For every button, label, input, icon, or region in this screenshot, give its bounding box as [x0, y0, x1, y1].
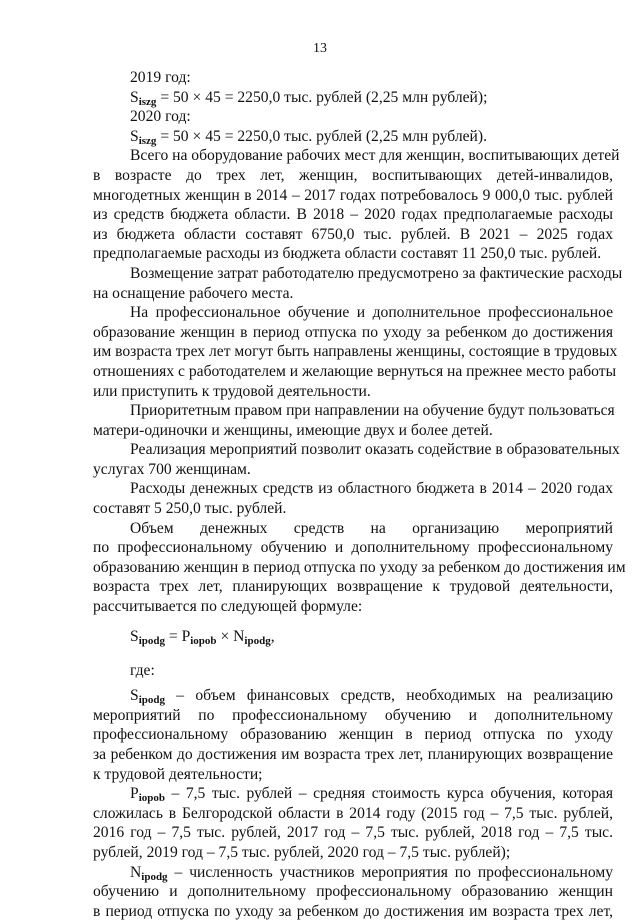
paragraph-implementation: Реализация мероприятий позволит оказать содействие в образовательных услугах 700 женщинам.: [93, 441, 620, 478]
where-label: где:: [130, 661, 155, 679]
formula-2019: $S_{iszg} = 50 \times 45 = 2250,0$ тыс. рублей (2,25 млн рублей);: [130, 88, 488, 108]
definition-n-ipodg: $N_{ipodg}$ – численность участников мероприятия по профессиональному обучению и дополнительному профессиональному образованию женщин в период отпуска по уходу за ребенком до достижения им возраста трех лет,: [93, 863, 613, 920]
paragraph-professional-training: На профессиональное обучение и дополнительное профессиональное образование женщин в период отпуска по уходу за ребенком до достижения им возраста трех лет могут быть направлены женщины, состоящие в трудовых отношениях с работодателем и желающие вернуться на прежнее место работы или приступить к трудовой деятельности.: [93, 304, 618, 400]
paragraph-expenses: Расходы денежных средств из областного бюджета в 2014 – 2020 годах составят 5 250,0 тыс. рублей.: [93, 480, 613, 518]
formula-2020: $S_{iszg} = 50 \times 45 = 2250,0$ тыс. рублей (2,25 млн рублей).: [130, 127, 487, 147]
year-2019-label: 2019 год:: [130, 69, 191, 86]
main-formula: $S_{ipodg} = P_{iopob} \times N_{ipodg}$,: [130, 627, 275, 647]
definition-p-iopob: $P_{iopob} - 7,5$ тыс. рублей – средняя стоимость курса обучения, которая сложилась в Белгородской области в 2014 году (2015 год – 7,5 тыс. рублей, 2016 год – 7,5 тыс. рублей, 2017 год – 7,5 тыс. рублей, 2018 год – 7,5 тыс. рублей, 2019 год – 7,5 тыс. рублей, 2020 год – 7,5 тыс. рублей);: [93, 785, 613, 861]
paragraph-equipment-costs: Всего на оборудование рабочих мест для женщин, воспитывающих детей в возрасте до трех лет, женщин, воспитывающих детей-инвалидов, многодетных женщин в 2014 – 2017 годах потребовалось 9 000,0 тыс. рублей из средств бюджета области. В 2018 – 2020 годах предполагаемые расходы из бюджета области составят 6750,0 тыс. рублей. В 2021 – 2025 годах предполагаемые расходы из бюджета области составят 11 250,0 тыс. рублей.: [93, 147, 620, 263]
paragraph-funding-volume: Объем денежных средств на организацию мероприятий по профессиональному обучению и дополнительному профессиональному образованию женщин в период отпуска по уходу за ребенком до достижения им возраста трех лет, планирующих возвращение к трудовой деятельности, рассчитывается по следующей формуле:: [93, 519, 626, 616]
paragraph-reimbursement: Возмещение затрат работодателю предусмотрено за фактические расходы на оснащение рабочего места.: [93, 264, 623, 302]
paragraph-priority: Приоритетным правом при направлении на обучение будут пользоваться матери-одиночки и женщины, имеющие двух и более детей.: [93, 402, 615, 439]
year-2020-label: 2020 год:: [130, 108, 191, 126]
page-number: 13: [313, 41, 327, 56]
definition-s-ipodg: $S_{ipodg}$ – объем финансовых средств, необходимых на реализацию мероприятий по профессиональному обучению и дополнительному профессиональному образованию женщин в период отпуска по уходу за ребенком до достижения им возраста трех лет, планирующих возвращение к трудовой деятельности;: [93, 687, 613, 783]
document-body: [93, 68, 626, 921]
